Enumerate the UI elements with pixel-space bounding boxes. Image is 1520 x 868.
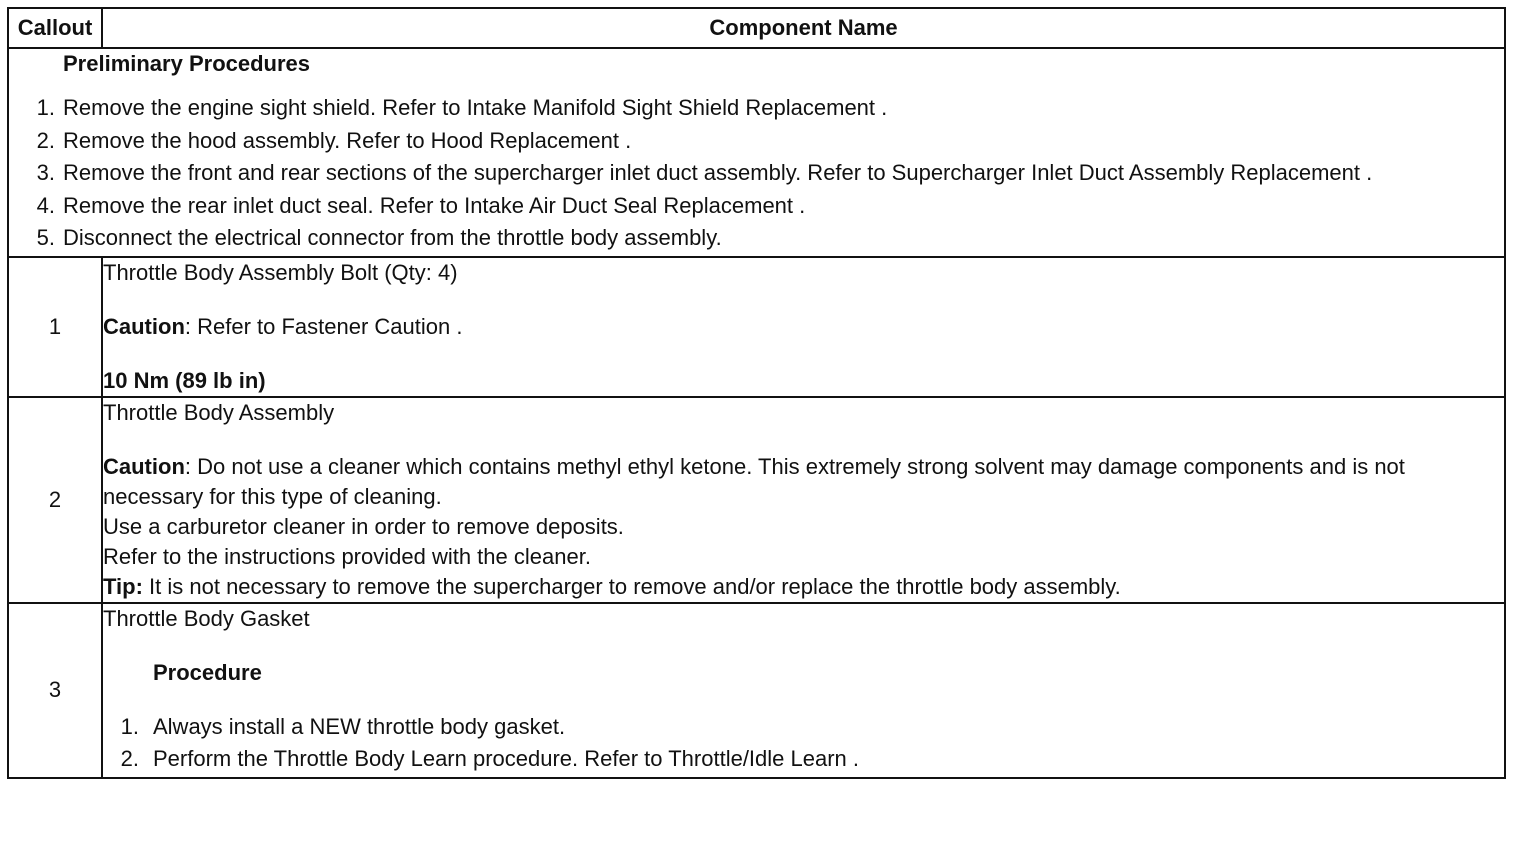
component-cell bbox=[102, 257, 1505, 397]
caution-text: : Refer to Fastener Caution . bbox=[184, 313, 463, 339]
list-item bbox=[9, 126, 1504, 156]
step-number: 5. bbox=[36, 225, 55, 250]
preliminary-title: Preliminary Procedures bbox=[63, 51, 311, 76]
caution-text: : Do not use a cleaner which contains methyl ethyl ketone. This extremely strong solvent may damage components and is not necessary for this type of cleaning. bbox=[103, 453, 1405, 509]
instruction-line: Use a carburetor cleaner in order to remove deposits. bbox=[103, 513, 624, 539]
caution-label: Caution bbox=[103, 313, 185, 339]
step-text: Remove the front and rear sections of the supercharger inlet duct assembly. Refer to Supercharger Inlet Duct Assembly Replacement . bbox=[63, 160, 1373, 185]
list-item bbox=[103, 744, 1504, 774]
torque-spec: 10 Nm (89 lb in) bbox=[103, 367, 266, 393]
tip-label: Tip: bbox=[103, 573, 143, 599]
caution-label: Caution bbox=[103, 453, 185, 479]
component-name: Throttle Body Gasket bbox=[103, 605, 310, 631]
step-number: 2. bbox=[36, 127, 55, 153]
component-name-header: Component Name bbox=[102, 8, 1505, 48]
callout-number: 1 bbox=[8, 257, 102, 397]
step-text: Perform the Throttle Body Learn procedure. Refer to Throttle/Idle Learn . bbox=[153, 746, 860, 771]
table-row bbox=[8, 603, 1505, 778]
step-number: 1. bbox=[36, 95, 55, 120]
list-item bbox=[103, 712, 1504, 742]
list-item bbox=[9, 223, 1504, 253]
list-item bbox=[9, 191, 1504, 221]
step-text: Remove the engine sight shield. Refer to Intake Manifold Sight Shield Replacement . bbox=[63, 95, 888, 120]
preliminary-row bbox=[8, 48, 1505, 257]
preliminary-steps bbox=[9, 93, 1504, 253]
procedure-table bbox=[7, 7, 1506, 779]
step-text: Remove the hood assembly. Refer to Hood Replacement . bbox=[63, 127, 632, 153]
header-row bbox=[8, 8, 1505, 48]
callout-number: 2 bbox=[8, 397, 102, 603]
component-cell bbox=[102, 397, 1505, 603]
callout-number: 3 bbox=[8, 603, 102, 778]
list-item bbox=[9, 93, 1504, 123]
step-number: 1. bbox=[120, 713, 139, 739]
tip-text: It is not necessary to remove the supercharger to remove and/or replace the throttle body assembly. bbox=[142, 573, 1121, 599]
component-name: Throttle Body Assembly bbox=[103, 399, 335, 425]
caution-note bbox=[103, 312, 1504, 342]
list-item bbox=[9, 158, 1504, 188]
step-number: 3. bbox=[36, 160, 55, 185]
procedure-title: Procedure bbox=[153, 659, 262, 685]
tip-note bbox=[103, 572, 1504, 602]
component-name: Throttle Body Assembly Bolt (Qty: 4) bbox=[103, 259, 458, 285]
step-text: Disconnect the electrical connector from the throttle body assembly. bbox=[63, 225, 722, 250]
procedure-steps bbox=[103, 712, 1504, 775]
component-cell bbox=[102, 603, 1505, 778]
preliminary-cell bbox=[8, 48, 1505, 257]
table-row bbox=[8, 257, 1505, 397]
caution-note bbox=[103, 452, 1504, 512]
callout-header: Callout bbox=[8, 8, 102, 48]
step-number: 4. bbox=[36, 192, 55, 218]
instruction-line: Refer to the instructions provided with the cleaner. bbox=[103, 543, 591, 569]
step-number: 2. bbox=[120, 746, 139, 771]
step-text: Always install a NEW throttle body gasket. bbox=[153, 713, 566, 739]
step-text: Remove the rear inlet duct seal. Refer to Intake Air Duct Seal Replacement . bbox=[63, 192, 806, 218]
table-row bbox=[8, 397, 1505, 603]
